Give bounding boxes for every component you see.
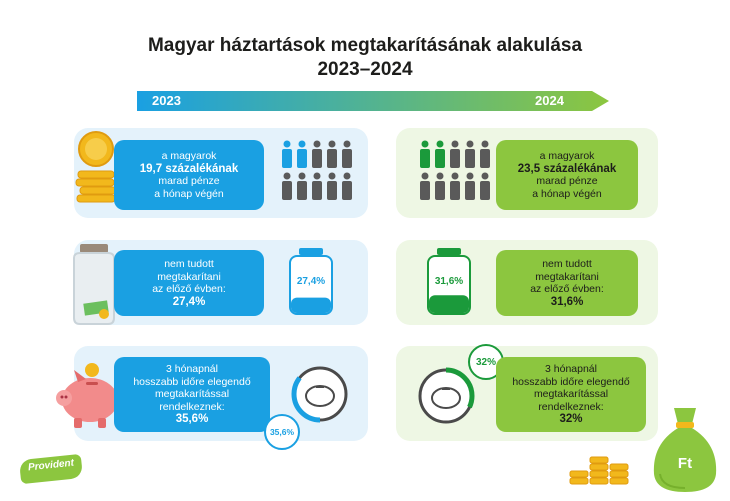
person-icon xyxy=(342,141,352,169)
person-icon xyxy=(312,141,322,169)
piggy-2023-badge: 35,6% xyxy=(264,414,300,450)
text-line: a hónap végén xyxy=(154,187,224,200)
person-icon xyxy=(465,173,475,201)
coin-stacks-icon xyxy=(568,440,630,490)
piggy-2023-text xyxy=(114,357,270,432)
text-line: hosszabb időre elegendő xyxy=(133,375,251,388)
text-line: a magyarok xyxy=(539,150,595,162)
text-line: a magyarok xyxy=(161,150,217,162)
text-line: nem tudott xyxy=(164,258,214,270)
person-icon xyxy=(327,141,337,169)
highlight-value: 23,5 százalékának xyxy=(517,162,617,175)
title-line-2: 2023–2024 xyxy=(317,59,413,80)
person-icon xyxy=(450,173,460,201)
jar-2024-text xyxy=(496,250,638,316)
highlight-value: 19,7 százalékának xyxy=(139,162,239,175)
person-icon xyxy=(282,173,292,201)
highlight-value: 27,4% xyxy=(172,295,206,308)
title-line-1: Magyar háztartások megtakarításának alakulása xyxy=(147,35,583,56)
text-line: rendelkeznek: xyxy=(538,400,604,413)
person-icon xyxy=(420,141,430,169)
page-title xyxy=(0,34,730,82)
piggy-2024-text xyxy=(496,357,646,432)
people-2024-text xyxy=(496,140,638,210)
text-line: 3 hónapnál xyxy=(545,363,597,376)
person-icon xyxy=(297,173,307,201)
jar-2023-text xyxy=(114,250,264,316)
text-line: megtakarítással xyxy=(154,388,230,401)
timeline-start-year: 2023 xyxy=(152,93,181,108)
person-icon xyxy=(480,141,490,169)
logo-text: Provident xyxy=(27,457,75,474)
person-icon xyxy=(450,141,460,169)
piggy-ring-2024 xyxy=(414,364,478,428)
money-bag-icon xyxy=(648,404,722,494)
text-line: az előző évben: xyxy=(530,283,604,295)
money-bag-symbol: Ft xyxy=(677,455,693,472)
text-line: marad pénze xyxy=(158,175,220,187)
text-line: az előző évben: xyxy=(152,283,226,295)
person-icon xyxy=(465,141,475,169)
text-line: megtakarítással xyxy=(533,388,609,401)
text-line: nem tudott xyxy=(542,258,592,270)
person-icon xyxy=(282,141,292,169)
highlight-value: 31,6% xyxy=(550,295,584,308)
person-icon xyxy=(420,173,430,201)
timeline-end-year: 2024 xyxy=(535,93,564,108)
people-figures-2024 xyxy=(418,140,498,204)
text-line: 3 hónapnál xyxy=(166,363,218,376)
text-line: rendelkeznek: xyxy=(159,400,225,413)
piggy-ring-2023 xyxy=(288,362,352,426)
person-icon xyxy=(297,141,307,169)
jar-2023-label: 27,4% xyxy=(296,276,326,287)
person-icon xyxy=(480,173,490,201)
person-icon xyxy=(435,173,445,201)
piggy-2024-badge: 32% xyxy=(468,344,504,380)
text-line: hosszabb időre elegendő xyxy=(512,375,630,388)
highlight-value: 32% xyxy=(559,413,583,426)
text-line: megtakarítani xyxy=(535,270,599,283)
text-line: megtakarítani xyxy=(157,270,221,283)
people-2023-text xyxy=(114,140,264,210)
person-icon xyxy=(342,173,352,201)
highlight-value: 35,6% xyxy=(175,413,209,426)
people-figures-2023 xyxy=(280,140,360,204)
person-icon xyxy=(312,173,322,201)
person-icon xyxy=(327,173,337,201)
jar-2024-label: 31,6% xyxy=(434,276,464,287)
text-line: a hónap végén xyxy=(532,187,602,200)
text-line: marad pénze xyxy=(536,175,598,187)
person-icon xyxy=(435,141,445,169)
